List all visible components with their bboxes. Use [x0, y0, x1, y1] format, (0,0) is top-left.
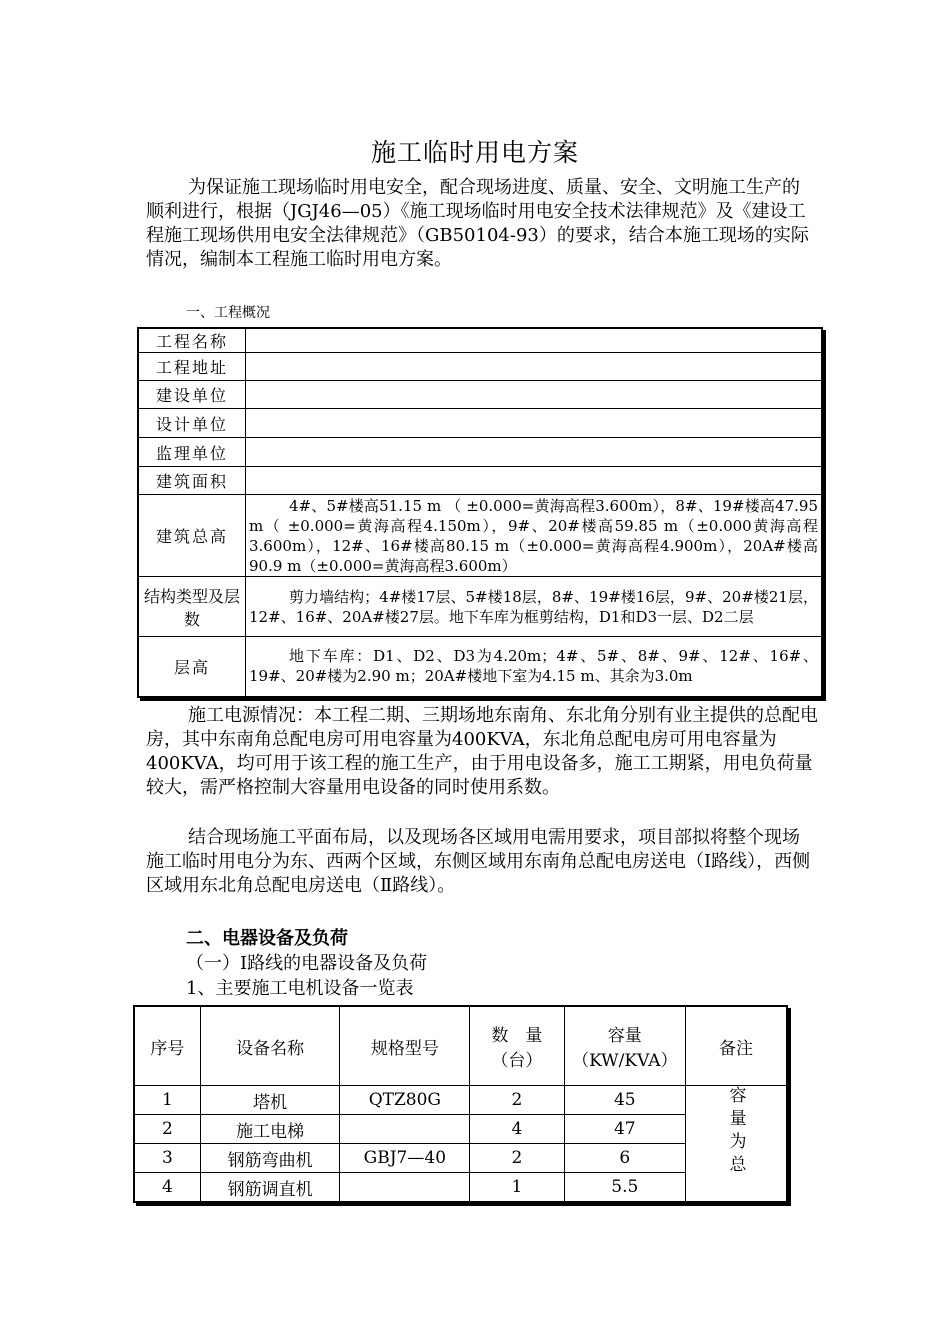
table-row [134, 1086, 787, 1115]
cell-model: QTZ80G [340, 1086, 470, 1115]
table-row [138, 328, 822, 353]
cell-name: 施工电梯 [200, 1115, 340, 1144]
table-header-row [134, 1006, 787, 1086]
header-capacity: 容量（KW/KVA） [564, 1006, 685, 1086]
cell-qty: 2 [470, 1144, 564, 1173]
layout-plan-paragraph [146, 826, 811, 898]
cell-qty: 2 [470, 1086, 564, 1115]
sub1-heading: （一）Ⅰ路线的电器设备及负荷 [186, 953, 428, 974]
cell-model [340, 1115, 470, 1144]
intro-text: 为保证施工现场临时用电安全，配合现场进度、质量、安全、文明施工生产的顺利进行，根据（JGJ46—05）《施工现场临时用电安全技术法律规范》及《建设工程施工现场供用电安全法律规范》（GB50104-93）的要求，结合本施工现场的实际情况，编制本工程施工临时用电方案。 [146, 177, 809, 270]
cell-capacity: 47 [564, 1115, 685, 1144]
overview-value [246, 409, 823, 438]
cell-capacity: 6 [564, 1144, 685, 1173]
overview-label: 工程地址 [138, 353, 246, 381]
intro-paragraph [146, 176, 811, 272]
table-row [138, 438, 822, 467]
cell-model: GBJ7—40 [340, 1144, 470, 1173]
overview-label: 建设单位 [138, 381, 246, 409]
cell-capacity: 5.5 [564, 1173, 685, 1203]
table-row [138, 637, 822, 697]
overview-value [246, 381, 823, 409]
equipment-table [133, 1005, 788, 1203]
layout-plan-text: 结合现场施工平面布局，以及现场各区域用电需用要求，项目部拟将整个现场施工临时用电分为东、西两个区域，东侧区域用东南角总配电房送电（Ⅰ路线），西侧区域用东北角总配电房送电（Ⅱ路线）。 [146, 827, 811, 896]
overview-table [137, 327, 823, 698]
overview-label: 层高 [138, 637, 246, 697]
header-qty: 数 量（台） [470, 1006, 564, 1086]
cell-qty: 4 [470, 1115, 564, 1144]
cell-no: 2 [134, 1115, 200, 1144]
header-no: 序号 [134, 1006, 200, 1086]
page-title: 施工临时用电方案 [370, 138, 579, 167]
power-source-text: 施工电源情况：本工程二期、三期场地东南角、东北角分别有业主提供的总配电房，其中东南角总配电房可用电容量为400KVA，东北角总配电房可用电容量为400KVA，均可用于该工程的施工生产，由于用电设备多，施工工期紧，用电负荷量较大，需严格控制大容量用电设备的同时使用系数。 [146, 705, 818, 798]
overview-label: 监理单位 [138, 438, 246, 467]
overview-value: 地下车库：D1、D2、D3为4.20m；4#、5#、8#、9#、12#、16#、19#、20#楼为2.90 m；20A#楼地下室为4.15 m、其余为3.0m [246, 637, 823, 697]
overview-value [246, 328, 823, 353]
overview-value [246, 467, 823, 495]
overview-value [246, 438, 823, 467]
cell-no: 1 [134, 1086, 200, 1115]
sub2-heading: 1、主要施工电机设备一览表 [186, 978, 414, 999]
cell-name: 钢筋弯曲机 [200, 1144, 340, 1173]
header-model: 规格型号 [340, 1006, 470, 1086]
cell-no: 4 [134, 1173, 200, 1203]
cell-name: 钢筋调直机 [200, 1173, 340, 1203]
cell-name: 塔机 [200, 1086, 340, 1115]
section1-heading: 一、工程概况 [186, 305, 270, 321]
overview-label: 建筑面积 [138, 467, 246, 495]
overview-label: 建筑总高 [138, 495, 246, 577]
table-row [138, 353, 822, 381]
header-name: 设备名称 [200, 1006, 340, 1086]
overview-label: 结构类型及层数 [138, 577, 246, 637]
overview-value [246, 353, 823, 381]
overview-label: 工程名称 [138, 328, 246, 353]
cell-capacity: 45 [564, 1086, 685, 1115]
cell-no: 3 [134, 1144, 200, 1173]
power-source-paragraph [146, 704, 818, 800]
cell-qty: 1 [470, 1173, 564, 1203]
cell-model [340, 1173, 470, 1203]
table-row [138, 409, 822, 438]
cell-note [685, 1086, 787, 1203]
header-note: 备注 [685, 1006, 787, 1086]
table-row [138, 381, 822, 409]
overview-value: 4#、5#楼高51.15 m （ ±0.000=黄海高程3.600m），8#、19#楼高47.95 m（ ±0.000=黄海高程4.150m），9#、20#楼高59.85 m（±0.000黄海高程3.600m），12#、16#楼高80.15 m（±0.000=黄海高程4.900m），20A#楼高90.9 m（±0.000=黄海高程3.600m） [246, 495, 823, 577]
overview-label: 设计单位 [138, 409, 246, 438]
section2-heading: 二、电器设备及负荷 [186, 928, 348, 949]
note-text: 容量为总 [725, 1086, 746, 1178]
overview-value: 剪力墙结构；4#楼17层、5#楼18层，8#、19#楼16层，9#、20#楼21层，12#、16#、20A#楼27层。地下车库为框剪结构，D1和D3一层、D2二层 [246, 577, 823, 637]
table-row [138, 577, 822, 637]
table-row [138, 495, 822, 577]
table-row [138, 467, 822, 495]
